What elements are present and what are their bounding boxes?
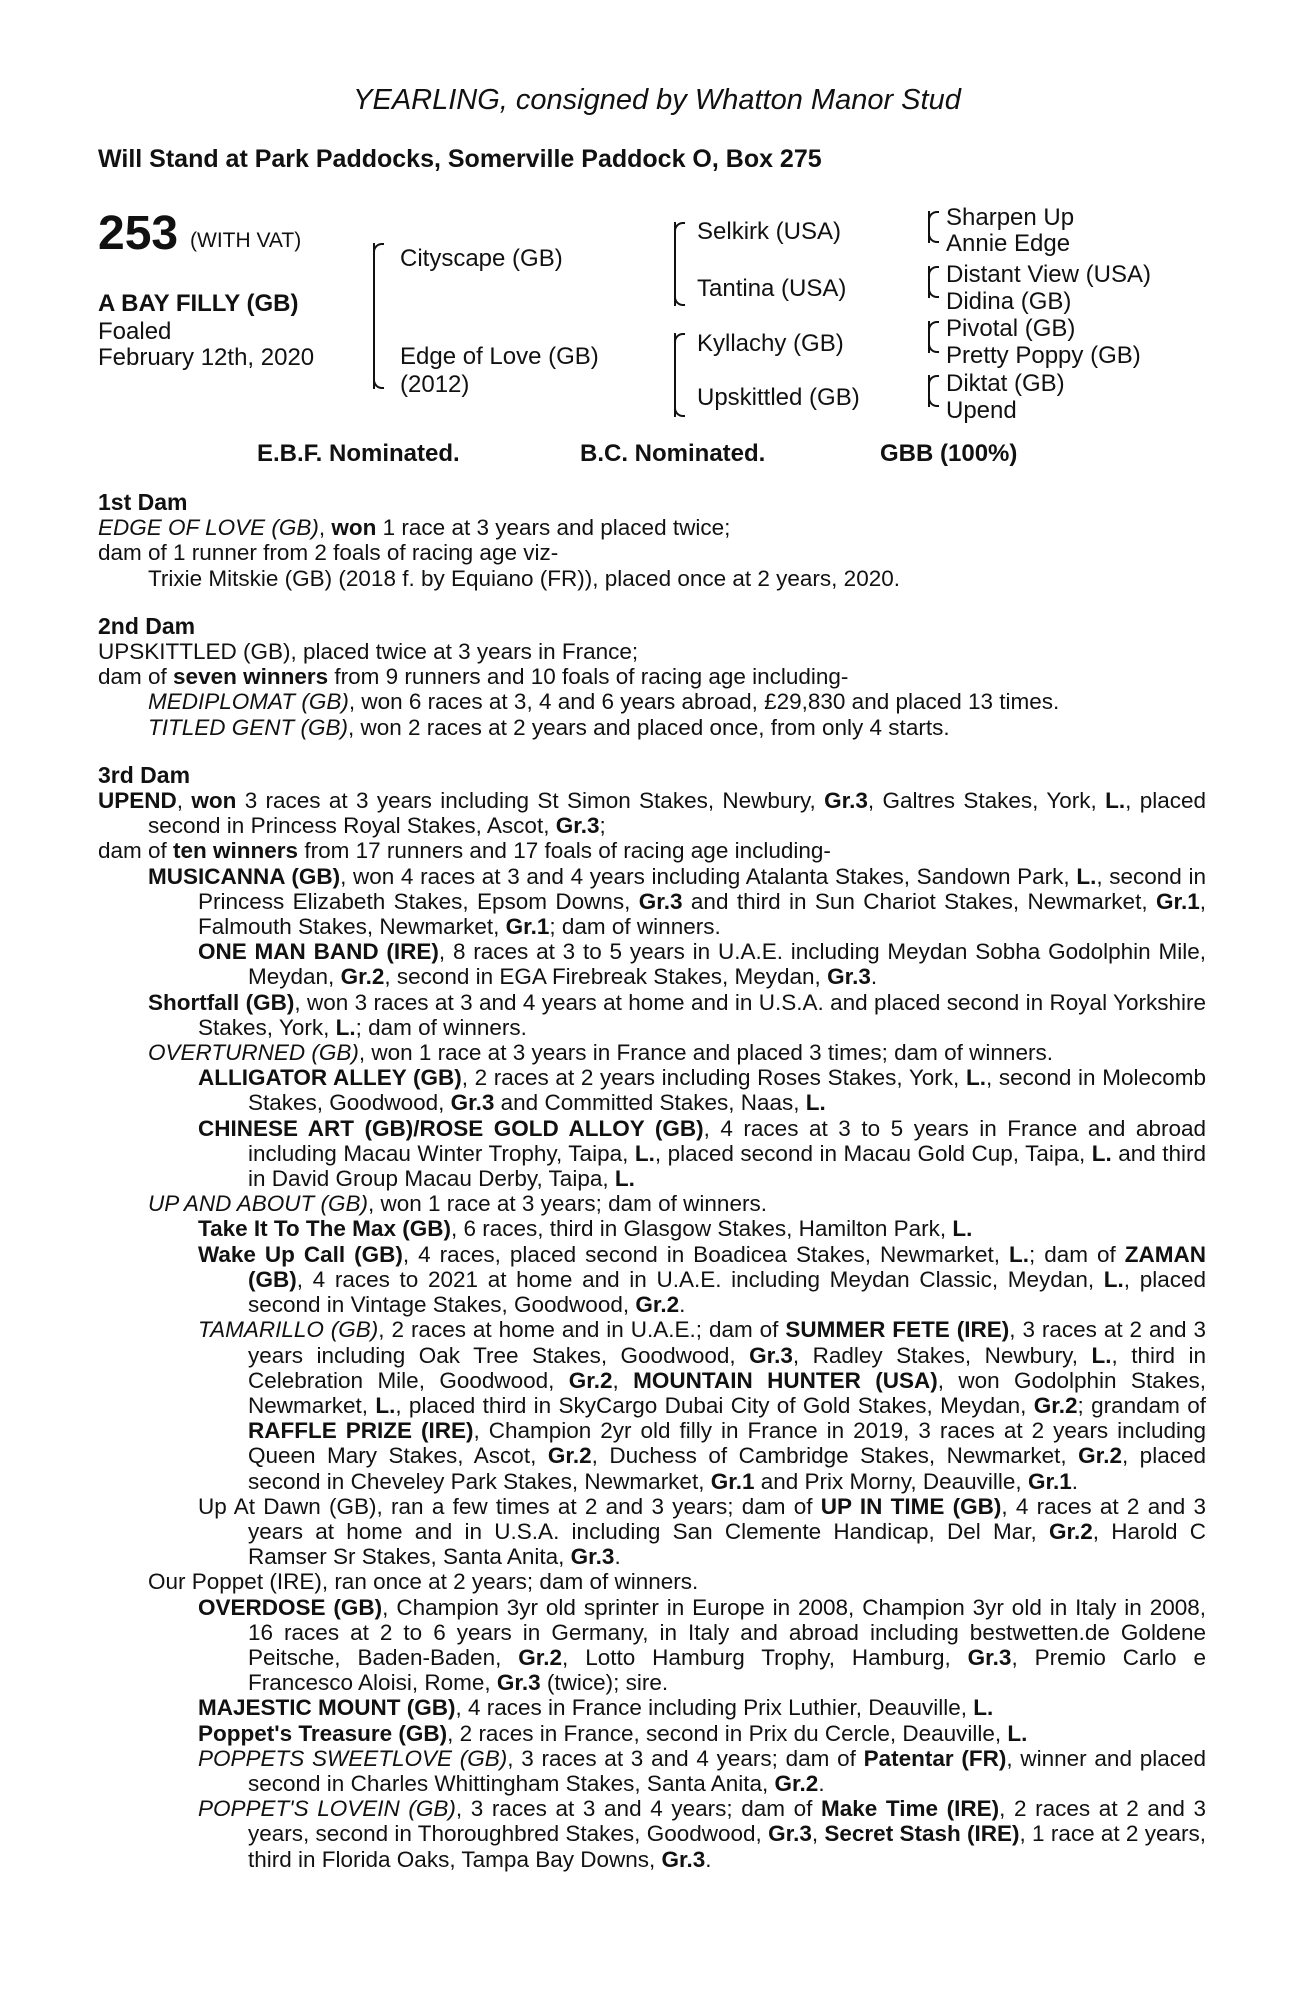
text-run: , 3 races at 3 and 4 years; dam of [507,1745,864,1771]
pedigree-paragraph [98,1116,1206,1192]
text-run: 3 races at 3 years including St Simon Stakes, Newbury, [236,788,825,814]
pedigree-paragraph [98,1040,1206,1065]
text-run: won [331,515,377,541]
foaled-label: Foaled [98,318,172,345]
text-run: from 9 runners and 10 foals of racing age including- [328,664,849,690]
text-run: and third in David Group Macau Derby, Taipa, [248,1140,1207,1192]
pedigree-dds: Diktat (GB) [946,370,1065,397]
text-run: , placed second in Cheveley Park Stakes, Newmarket, [248,1443,1206,1494]
text-run: , [811,1821,825,1847]
pedigree-paragraph [98,1317,1206,1493]
pedigree-paragraph [98,1695,1206,1720]
text-run: Gr.3 [570,1544,615,1570]
pedigree-dam-sire: Kyllachy (GB) [697,330,844,357]
text-run: , 3 races at 3 and 4 years; dam of [455,1796,822,1822]
text-run: , Premio Carlo e Francesco Aloisi, Rome, [248,1644,1207,1696]
text-run: L. [634,1140,655,1166]
text-run: Up At Dawn (GB), ran a few times at 2 and 3 years; dam of [198,1493,821,1519]
text-run: Gr.2 [547,1443,592,1469]
section-title: 1st Dam [98,489,188,515]
pedigree-paragraph [98,566,1206,591]
pedigree-paragraph [98,1065,1206,1115]
ebf-nomination: E.B.F. Nominated. [257,440,460,467]
text-run: Gr.2 [1048,1518,1093,1544]
text-run: , Radley Stakes, Newbury, [792,1342,1092,1368]
text-run: Poppet's Treasure (GB) [198,1720,448,1746]
text-run: , 3 races at 2 and 3 years including Oak Tree Stakes, Goodwood, [248,1317,1206,1368]
text-run: . [705,1846,712,1872]
dam-line-body [98,490,1206,1872]
pedigree-paragraph [98,1191,1206,1216]
text-run: , 4 races at 3 to 5 years in France and abroad including Macau Winter Trophy, Taipa, [248,1115,1206,1166]
text-run: ZAMAN (GB) [248,1241,1206,1292]
text-run: . [818,1770,825,1796]
section-title: 3rd Dam [98,761,191,788]
pedigree-paragraph [98,864,1206,940]
pedigree-sire: Cityscape (GB) [400,245,563,272]
pedigree-dam-year: (2012) [400,371,470,398]
text-run: , Falmouth Stakes, Newmarket, [198,888,1206,940]
text-run: , Harold C Ramser Sr Stakes, Santa Anita, [248,1518,1206,1570]
pedigree-brace-main [373,243,375,389]
text-run: L. [1091,1140,1112,1166]
text-run: ; dam of winners. [355,1014,527,1040]
catalogue-header: YEARLING, consigned by Whatton Manor Stud [353,84,961,116]
text-run: , won Godolphin Stakes, Newmarket, [248,1367,1206,1418]
text-run: Gr.3 [496,1670,541,1696]
text-run: MEDIPLOMAT (GB) [148,689,349,715]
text-run: L. [1076,863,1097,889]
text-run: dam of [98,664,174,690]
text-run: POPPET'S LOVEIN (GB) [198,1796,456,1822]
text-run: Trixie Mitskie (GB) (2018 f. by Equiano (FR)), placed once at 2 years, 2020. [148,565,900,591]
pedigree-dss: Pivotal (GB) [946,315,1076,342]
text-run: and Committed Stakes, Naas, [494,1090,806,1116]
pedigree-paragraph [98,838,1206,863]
text-run: Take It To The Max (GB) [198,1216,451,1242]
text-run: , placed second in Macau Gold Cup, Taipa, [654,1140,1092,1166]
text-run: Our Poppet (IRE), ran once at 2 years; dam of winners. [148,1569,699,1595]
pedigree-paragraph [98,664,1206,689]
text-run: L. [1007,1720,1028,1746]
pedigree-paragraph [98,1721,1206,1746]
text-run: L. [965,1065,986,1091]
text-run: Gr.1 [710,1468,755,1494]
pedigree-brace-dd [928,375,930,407]
pedigree-brace-sd [928,266,930,298]
text-run: UP IN TIME (GB) [820,1493,1002,1519]
text-run: ; dam of winners. [549,914,721,940]
text-run: L. [1105,788,1126,814]
text-run: Gr.2 [1078,1443,1122,1469]
text-run: L. [375,1392,396,1418]
text-run: , 4 races in France including Prix Luthier, Deauville, [455,1695,974,1721]
text-run: (twice); sire. [540,1670,669,1696]
text-run: , 8 races at 3 to 5 years in U.A.E. including Meydan Sobha Godolphin Mile, Meydan, [248,939,1206,990]
text-run: and third in Sun Chariot Stakes, Newmarket, [682,888,1156,914]
text-run: ; grandam of [1077,1392,1206,1418]
text-run: , 2 races in France, second in Prix du Cercle, Deauville, [447,1720,1008,1746]
text-run: L. [335,1014,356,1040]
text-run: won [191,788,237,814]
text-run: Make Time (IRE) [821,1796,1000,1822]
stand-location: Will Stand at Park Paddocks, Somerville Paddock O, Box 275 [98,145,822,173]
text-run: Gr.2 [518,1644,563,1670]
text-run: from 17 runners and 17 foals of racing age including- [298,838,831,864]
text-run: Gr.1 [1155,888,1200,914]
text-run: dam of 1 runner from 2 foals of racing age viz- [98,540,559,566]
text-run: OVERTURNED (GB) [148,1040,359,1066]
pedigree-brace-dam [674,333,676,417]
pedigree-sdd: Didina (GB) [946,288,1072,315]
pedigree-sire-dam: Tantina (USA) [697,275,847,302]
text-run: Gr.2 [568,1367,613,1393]
text-run: TITLED GENT (GB) [148,714,349,740]
text-run: ALLIGATOR ALLEY (GB) [198,1065,462,1091]
text-run: Gr.3 [967,1644,1012,1670]
bc-nomination: B.C. Nominated. [580,440,766,467]
text-run: , Galtres Stakes, York, [867,788,1106,814]
text-run: Gr.2 [340,964,385,990]
pedigree-paragraph [98,689,1206,714]
pedigree-dsd: Pretty Poppy (GB) [946,342,1141,369]
text-run: . [679,1292,686,1318]
text-run: ten winners [173,838,299,864]
text-run: L. [952,1216,973,1242]
pedigree-ddd: Upend [946,397,1017,424]
text-run: , won 2 races at 2 years and placed once, from only 4 starts. [348,714,950,740]
lot-number: 253 [98,207,179,260]
text-run: , second in Molecomb Stakes, Goodwood, [248,1065,1207,1116]
text-run: Gr.3 [824,788,868,814]
pedigree-paragraph [98,990,1206,1040]
section-title: 2nd Dam [98,612,196,639]
pedigree-paragraph [98,1494,1206,1570]
text-run: , Champion 2yr old filly in France in 2019, 3 races at 2 years including Queen Mary Stakes, Ascot, [248,1418,1206,1469]
text-run: seven winners [173,664,329,690]
text-run: UP AND ABOUT (GB) [148,1191,369,1217]
text-run: Gr.2 [774,1770,819,1796]
pedigree-paragraph [98,788,1206,838]
text-run: L. [1103,1266,1124,1292]
pedigree-paragraph [98,1569,1206,1594]
text-run: CHINESE ART (GB)/ROSE GOLD ALLOY (GB) [198,1115,704,1141]
text-run: , [612,1367,634,1393]
text-run: TAMARILLO (GB) [198,1317,379,1343]
pedigree-paragraph [98,639,1206,664]
pedigree-paragraph [98,1595,1206,1696]
text-run: , placed third in SkyCargo Dubai City of Gold Stakes, Meydan, [395,1392,1034,1418]
text-run: dam of [98,838,174,864]
text-run: , won 4 races at 3 and 4 years including Atalanta Stakes, Sandown Park, [340,863,1077,889]
text-run: Gr.3 [450,1090,495,1116]
text-run: , 4 races at 2 and 3 years at home and in U.S.A. including San Clemente Handicap, Del Mar, [248,1493,1207,1544]
text-run: Wake Up Call (GB) [198,1241,403,1267]
text-run: . [1071,1468,1078,1494]
text-run: , [176,788,192,814]
text-run: . [614,1544,621,1570]
text-run: , 2 races at 2 years including Roses Stakes, York, [461,1065,966,1091]
pedigree-dam-dam: Upskittled (GB) [697,384,860,411]
pedigree-paragraph [98,715,1206,740]
foaled-date: February 12th, 2020 [98,344,315,371]
text-run: RAFFLE PRIZE (IRE) [248,1418,474,1444]
pedigree-paragraph [98,1242,1206,1318]
pedigree-paragraph [98,1216,1206,1241]
pedigree-paragraph [98,540,1206,565]
text-run: L. [805,1090,826,1116]
text-run: and Prix Morny, Deauville, [754,1468,1028,1494]
text-run: , 6 races, third in Glasgow Stakes, Hamilton Park, [450,1216,953,1242]
gbb-rating: GBB (100%) [880,440,1018,467]
text-run: , 1 race at 2 years, third in Florida Oaks, Tampa Bay Downs, [248,1821,1206,1872]
text-run: , won 6 races at 3, 4 and 6 years abroad, £29,830 and placed 13 times. [348,689,1060,715]
pedigree-paragraph [98,515,1206,540]
text-run: MOUNTAIN HUNTER (USA) [633,1367,938,1393]
pedigree-paragraph [98,1746,1206,1796]
pedigree-sds: Distant View (USA) [946,261,1151,288]
horse-name: A BAY FILLY (GB) [98,290,299,317]
pedigree-brace-sire [674,222,676,306]
text-run: , [318,515,332,541]
text-run: Gr.3 [768,1821,812,1847]
text-run: Gr.3 [555,813,600,839]
text-run: , placed second in Princess Royal Stakes, Ascot, [148,788,1206,839]
text-run: , second in Princess Elizabeth Stakes, Epsom Downs, [198,863,1206,914]
text-run: EDGE OF LOVE (GB) [98,515,319,541]
text-run: Gr.3 [661,1846,706,1872]
text-run: POPPETS SWEETLOVE (GB) [198,1745,508,1771]
text-run: OVERDOSE (GB) [198,1594,383,1620]
text-run: , 2 races at 2 and 3 years, second in Thoroughbred Stakes, Goodwood, [248,1796,1207,1847]
text-run: Shortfall (GB) [148,989,295,1015]
text-run: , second in EGA Firebreak Stakes, Meydan, [384,964,828,990]
text-run: Secret Stash (IRE) [824,1821,1020,1847]
text-run: SUMMER FETE (IRE) [785,1317,1010,1343]
text-run: , won 1 race at 3 years in France and placed 3 times; dam of winners. [358,1040,1053,1066]
text-run: , third in Celebration Mile, Goodwood, [248,1342,1206,1393]
text-run: . [870,964,878,990]
text-run: ; dam of [1029,1241,1125,1267]
text-run: , 2 races at home and in U.A.E.; dam of [378,1317,786,1343]
pedigree-sire-sire: Selkirk (USA) [697,218,842,245]
pedigree-brace-ss [928,211,930,243]
pedigree-brace-ds [928,321,930,353]
text-run: ; [599,813,606,839]
text-run: Gr.3 [638,888,683,914]
pedigree-ssd: Annie Edge [946,230,1071,257]
text-run: Gr.2 [1033,1392,1078,1418]
text-run: Gr.1 [505,914,550,940]
text-run: L. [614,1166,635,1192]
text-run: Gr.2 [635,1292,680,1318]
pedigree-paragraph [98,1796,1206,1872]
pedigree-sss: Sharpen Up [946,204,1075,231]
pedigree-dam: Edge of Love (GB) [400,343,599,370]
text-run: MAJESTIC MOUNT (GB) [198,1695,456,1721]
text-run: 1 race at 3 years and placed twice; [376,515,731,541]
text-run: L. [973,1695,994,1721]
text-run: MUSICANNA (GB) [148,863,341,889]
text-run: Patentar (FR) [863,1745,1007,1771]
text-run: L. [1009,1241,1030,1267]
text-run: UPSKITTLED (GB), placed twice at 3 years in France; [98,639,639,665]
pedigree-paragraph [98,939,1206,989]
text-run: L. [1091,1342,1112,1368]
vat-label: (WITH VAT) [190,229,302,252]
text-run: UPEND [98,788,177,814]
text-run: , Lotto Hamburg Trophy, Hamburg, [562,1644,968,1670]
text-run: , placed second in Vintage Stakes, Goodwood, [248,1266,1207,1318]
text-run: , won 1 race at 3 years; dam of winners. [368,1191,767,1217]
text-run: , winner and placed second in Charles Whittingham Stakes, Santa Anita, [248,1745,1207,1796]
text-run: ONE MAN BAND (IRE) [198,939,439,965]
text-run: , Champion 3yr old sprinter in Europe in 2008, Champion 3yr old in Italy in 2008, 16 races at 2 to 6 years in Germany, in Italy and abroad including bestwetten.de Goldene Peitsche, Baden-Baden, [248,1594,1206,1670]
text-run: Gr.3 [749,1342,793,1368]
text-run: , won 3 races at 3 and 4 years at home and in U.S.A. and placed second in Royal Yorkshire Stakes, York, [198,989,1206,1040]
text-run: , 4 races, placed second in Boadicea Stakes, Newmarket, [402,1241,1010,1267]
text-run: Gr.1 [1027,1468,1072,1494]
text-run: , Duchess of Cambridge Stakes, Newmarket, [591,1443,1079,1469]
text-run: , 4 races to 2021 at home and in U.A.E. including Meydan Classic, Meydan, [296,1266,1104,1292]
text-run: Gr.3 [827,964,871,990]
